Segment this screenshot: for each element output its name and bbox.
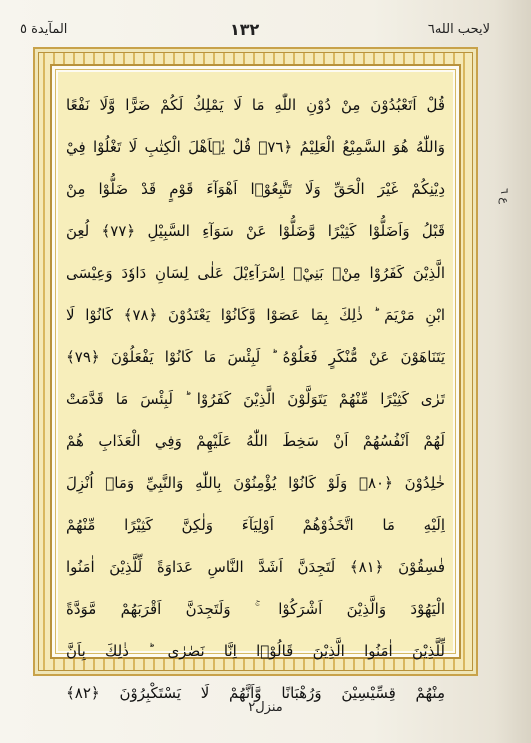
page-header [20,22,490,44]
verse-line: دِيْنِكُمْ غَيْرَ الْحَقِّ وَلَا تَتَّبِعُوْۤا اَهْوَآءَ قَوْمٍ قَدْ ضَلُّوْا مِنْ [66,180,445,198]
text-border [50,64,461,702]
quran-text-area [58,72,453,702]
header-juz-name: لايحب الله٦ [427,22,490,37]
verse-line: تَرٰى كَثِيْرًا مِّنْهُمْ يَتَوَلَّوْنَ الَّذِيْنَ كَفَرُوْا ؕ لَبِئْسَ مَا قَدَّمَتْ [66,390,445,408]
verse-line: قَبْلُ وَاَضَلُّوْا كَثِيْرًا وَّضَلُّوْا عَنْ سَوَآءِ السَّبِيْلِ ﴿٧٧﴾ لُعِنَ [66,222,445,240]
verse-lines [66,84,445,714]
verse-line: الْيَهُوْدَ وَالَّذِيْنَ اَشْرَكُوْا ۚ وَلَتَجِدَنَّ اَقْرَبَهُمْ مَّوَدَّةً [66,600,445,618]
page-number: ١٣٢ [230,20,260,39]
ruku-marker: ع ٦ [498,188,511,204]
verse-line: خٰلِدُوْنَ ﴿٨٠﴾ وَلَوْ كَانُوْا يُؤْمِنُوْنَ بِاللّٰهِ وَالنَّبِيِّ وَمَاۤ اُنْزِلَ [66,474,445,492]
ornamental-frame [33,47,478,702]
manzil-footer: منزل٢ [248,700,283,715]
verse-line: اِلَيْهِ مَا اتَّخَذُوْهُمْ اَوْلِيَآءَ وَلٰكِنَّ كَثِيْرًا مِّنْهُمْ [66,516,445,534]
header-surah-name: المآيدة ٥ [20,22,68,37]
verse-line: لِّلَّذِيْنَ اٰمَنُوا الَّذِيْنَ قَالُوْۤا اِنَّا نَصٰرٰى ؕ ذٰلِكَ بِاَنَّ [66,642,445,660]
verse-line: فٰسِقُوْنَ ﴿٨١﴾ لَتَجِدَنَّ اَشَدَّ النَّاسِ عَدَاوَةً لِّلَّذِيْنَ اٰمَنُوا [66,558,445,576]
verse-line: يَتَنَاهَوْنَ عَنْ مُّنْكَرٍ فَعَلُوْهُ ؕ لَبِئْسَ مَا كَانُوْا يَفْعَلُوْنَ ﴿٧٩﴾ [66,348,445,366]
verse-line: الَّذِيْنَ كَفَرُوْا مِنْۢ بَنِيْۤ اِسْرَآءِيْلَ عَلٰى لِسَانِ دَاوٗدَ وَعِيْسَى [66,264,445,282]
verse-line: وَاللّٰهُ هُوَ السَّمِيْعُ الْعَلِيْمُ ﴿٧٦﴾ قُلْ يٰۤاَهْلَ الْكِتٰبِ لَا تَغْلُوْا فِيْ [66,138,445,156]
verse-line: ابْنِ مَرْيَمَ ؕ ذٰلِكَ بِمَا عَصَوْا وَّكَانُوْا يَعْتَدُوْنَ ﴿٧٨﴾ كَانُوْا لَا [66,306,445,324]
verse-line: مِنْهُمْ قِسِّيْسِيْنَ وَرُهْبَانًا وَّاَنَّهُمْ لَا يَسْتَكْبِرُوْنَ ﴿٨٢﴾ [66,684,445,702]
verse-line: قُلْ اَتَعْبُدُوْنَ مِنْ دُوْنِ اللّٰهِ مَا لَا يَمْلِكُ لَكُمْ ضَرًّا وَّلَا نَفْعًا [66,96,445,114]
verse-line: لَهُمْ اَنْفُسُهُمْ اَنْ سَخِطَ اللّٰهُ عَلَيْهِمْ وَفِي الْعَذَابِ هُمْ [66,432,445,450]
